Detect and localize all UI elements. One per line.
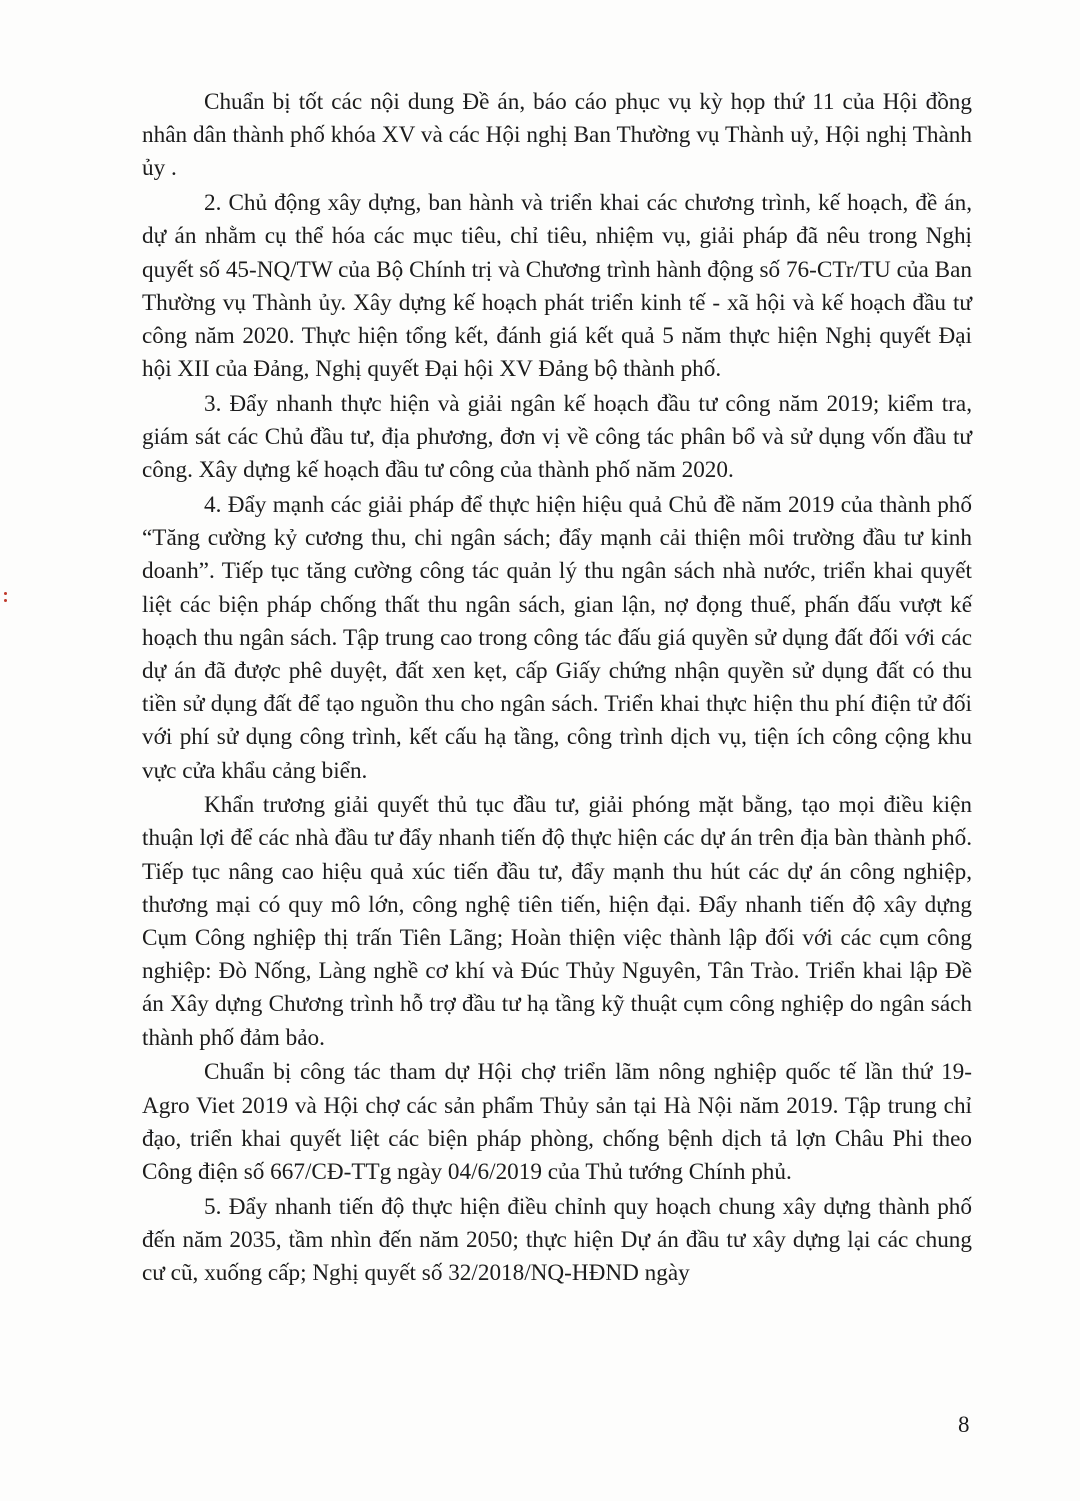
paragraph-investment-procedures: Khẩn trương giải quyết thủ tục đầu tư, giải phóng mặt bằng, tạo mọi điều kiện thuận lợi để các nhà đầu tư đẩy nhanh tiến độ thực hiện các dự án trên địa bàn thành phố. Tiếp tục nâng cao hiệu quả xúc tiến đầu tư, đẩy mạnh thu hút các dự án công nghiệp, thương mại có quy mô lớn, công nghệ tiên tiến, hiện đại. Đẩy nhanh tiến độ xây dựng Cụm Công nghiệp thị trấn Tiên Lãng; Hoàn thiện việc thành lập đối với các cụm công nghiệp: Đò Nống, Làng nghề cơ khí và Đúc Thủy Nguyên, Tân Trào. Triển khai lập Đề án Xây dựng Chương trình hỗ trợ đầu tư hạ tầng kỹ thuật cụm công nghiệp do ngân sách thành phố đảm bảo. — [142, 792, 972, 1051]
paragraph-item-4: 4. Đẩy mạnh các giải pháp để thực hiện hiệu quả Chủ đề năm 2019 của thành phố “Tăng cường kỷ cương thu, chi ngân sách; đẩy mạnh cải thiện môi trường đầu tư kinh doanh”. Tiếp tục tăng cường công tác quản lý thu ngân sách nhà nước, triển khai quyết liệt các biện pháp chống thất thu ngân sách, gian lận, nợ đọng thuế, phấn đấu vượt kế hoạch thu ngân sách. Tập trung cao trong công tác đấu giá quyền sử dụng đất đối với các dự án đã được phê duyệt, đất xen kẹt, cấp Giấy chứng nhận quyền sử dụng đất có thu tiền sử dụng đất để tạo nguồn thu cho ngân sách. Triển khai thực hiện thu phí điện tử đối với phí sử dụng công trình, kết cấu hạ tầng, công trình dịch vụ, tiện ích công cộng khu vực cửa khẩu cảng biển. — [142, 491, 972, 784]
page-number: 8 — [958, 1412, 970, 1437]
margin-mark — [4, 592, 10, 604]
paragraph-item-3: 3. Đẩy nhanh thực hiện và giải ngân kế hoạch đầu tư công năm 2019; kiểm tra, giám sát các Chủ đầu tư, địa phương, đơn vị về công tác phân bổ và sử dụng vốn đầu tư công. Xây dựng kế hoạch đầu tư công của thành phố năm 2020. — [142, 390, 972, 484]
paragraph-item-5: 5. Đẩy nhanh tiến độ thực hiện điều chỉnh quy hoạch chung xây dựng thành phố đến năm 2035, tầm nhìn đến năm 2050; thực hiện Dự án đầu tư xây dựng lại các chung cư cũ, xuống cấp; Nghị quyết số 32/2018/NQ-HĐND ngày — [142, 1193, 972, 1287]
paragraph-agro-fair: Chuẩn bị công tác tham dự Hội chợ triển lãm nông nghiệp quốc tế lần thứ 19-Agro Viet 2019 và Hội chợ các sản phẩm Thủy sản tại Hà Nội năm 2019. Tập trung chỉ đạo, triển khai quyết liệt các biện pháp phòng, chống bệnh dịch tả lợn Châu Phi theo Công điện số 667/CĐ-TTg ngày 04/6/2019 của Thủ tướng Chính phủ. — [142, 1059, 972, 1185]
paragraph-prepare-documents: Chuẩn bị tốt các nội dung Đề án, báo cáo phục vụ kỳ họp thứ 11 của Hội đồng nhân dân thành phố khóa XV và các Hội nghị Ban Thường vụ Thành uỷ, Hội nghị Thành ủy . — [142, 89, 972, 182]
paragraph-item-2: 2. Chủ động xây dựng, ban hành và triển khai các chương trình, kế hoạch, đề án, dự án nhằm cụ thể hóa các mục tiêu, chỉ tiêu, nhiệm vụ, giải pháp đã nêu trong Nghị quyết số 45-NQ/TW của Bộ Chính trị và Chương trình hành động số 76-CTr/TU của Ban Thường vụ Thành ủy. Xây dựng kế hoạch phát triển kinh tế - xã hội và kế hoạch đầu tư công năm 2020. Thực hiện tổng kết, đánh giá kết quả 5 năm thực hiện Nghị quyết Đại hội XII của Đảng, Nghị quyết Đại hội XV Đảng bộ thành phố. — [142, 190, 972, 383]
body-text — [142, 86, 972, 1292]
